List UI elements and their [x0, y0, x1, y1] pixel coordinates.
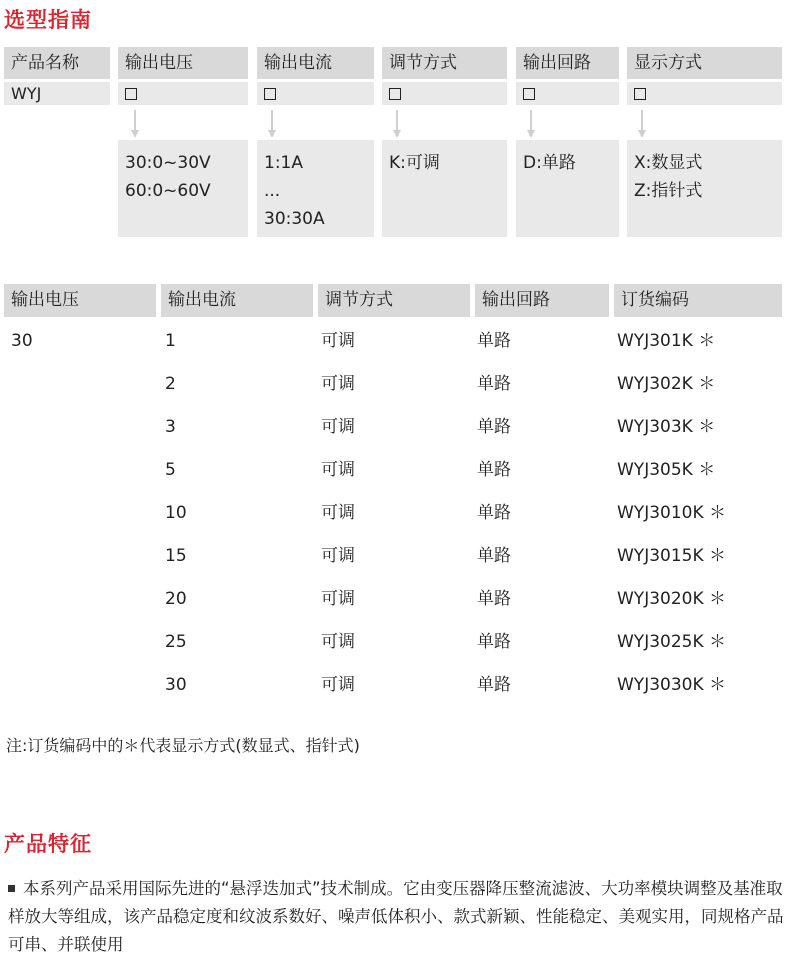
sel-placeholder: [516, 82, 619, 105]
sel-options-display: [627, 140, 782, 237]
cell-current: 20: [165, 589, 187, 609]
checkbox-icon: [523, 88, 535, 100]
cell-adjust: 可调: [321, 460, 355, 480]
sel-col-product-name: [4, 47, 110, 105]
sel-placeholder: [257, 82, 374, 105]
table-row: [0, 587, 786, 630]
cell-current: 3: [165, 417, 176, 437]
cell-circuit: 单路: [477, 589, 511, 609]
sel-header: 调节方式: [382, 47, 507, 79]
sel-header: 显示方式: [627, 47, 782, 79]
cell-circuit: 单路: [477, 503, 511, 523]
checkbox-icon: [634, 88, 646, 100]
cell-order-code: WYJ3025K ＊: [617, 632, 727, 652]
option: 30:30A: [264, 209, 325, 229]
sel-placeholder: [627, 82, 782, 105]
column-header: 调节方式: [318, 284, 470, 317]
option: 1:1A: [264, 153, 303, 173]
sel-options-adjust: [382, 140, 507, 237]
checkbox-icon: [264, 88, 276, 100]
cell-adjust: 可调: [321, 417, 355, 437]
table-row: [0, 415, 786, 458]
sel-header: 输出电压: [118, 47, 248, 79]
cell-order-code: WYJ3010K ＊: [617, 503, 727, 523]
column-header: 输出电流: [161, 284, 313, 317]
sel-options-voltage: [118, 140, 248, 237]
cell-current: 15: [165, 546, 187, 566]
cell-current: 2: [165, 374, 176, 394]
table-row: [0, 329, 786, 372]
cell-order-code: WYJ303K ＊: [617, 417, 716, 437]
feature-text: 本系列产品采用国际先进的“悬浮迭加式”技术制成。它由变压器降压整流滤波、大功率模块调整及基准取样放大等组成，该产品稳定度和纹波系数好、噪声低体积小、款式新颖、性能稳定、美观实用，同规格产品可串、并联使用: [8, 879, 784, 954]
table-row: [0, 544, 786, 587]
cell-order-code: WYJ302K ＊: [617, 374, 716, 394]
arrow-down-icon: [527, 110, 535, 142]
cell-adjust: 可调: [321, 331, 355, 351]
feature-paragraph: [8, 875, 784, 959]
sel-col-adjust: [382, 47, 507, 105]
table-row: [0, 501, 786, 544]
option: 30:0~30V: [125, 153, 211, 173]
cell-current: 1: [165, 331, 176, 351]
sel-placeholder: [118, 82, 248, 105]
cell-adjust: 可调: [321, 546, 355, 566]
table-row: [0, 458, 786, 501]
sel-header: 输出回路: [516, 47, 619, 79]
table-row: [0, 673, 786, 716]
sel-col-current: [257, 47, 374, 105]
option: 60:0~60V: [125, 181, 211, 201]
sel-options-current: [257, 140, 374, 237]
column-header: 输出回路: [475, 284, 609, 317]
table-row: [0, 372, 786, 415]
cell-circuit: 单路: [477, 460, 511, 480]
selection-guide-title: 选型指南: [4, 8, 92, 32]
cell-current: 10: [165, 503, 187, 523]
cell-circuit: 单路: [477, 675, 511, 695]
cell-order-code: WYJ3020K ＊: [617, 589, 727, 609]
sel-col-display: [627, 47, 782, 105]
cell-adjust: 可调: [321, 632, 355, 652]
cell-order-code: WYJ301K ＊: [617, 331, 716, 351]
column-header: 输出电压: [4, 284, 156, 317]
cell-voltage: 30: [11, 331, 33, 351]
cell-adjust: 可调: [321, 503, 355, 523]
order-code-note: 注:订货编码中的＊代表显示方式(数显式、指针式): [6, 736, 360, 755]
option: X:数显式: [634, 153, 703, 173]
cell-adjust: 可调: [321, 589, 355, 609]
sel-placeholder: [382, 82, 507, 105]
option: Z:指针式: [634, 181, 703, 201]
sel-header: 输出电流: [257, 47, 374, 79]
sel-product-code: WYJ: [4, 82, 110, 105]
sel-options-circuit: [516, 140, 619, 237]
cell-order-code: WYJ305K ＊: [617, 460, 716, 480]
checkbox-icon: [125, 88, 137, 100]
cell-adjust: 可调: [321, 374, 355, 394]
cell-circuit: 单路: [477, 632, 511, 652]
arrow-down-icon: [268, 110, 276, 142]
option: K:可调: [389, 153, 440, 173]
cell-current: 5: [165, 460, 176, 480]
arrow-down-icon: [393, 110, 401, 142]
cell-current: 25: [165, 632, 187, 652]
cell-circuit: 单路: [477, 374, 511, 394]
cell-order-code: WYJ3030K ＊: [617, 675, 727, 695]
cell-order-code: WYJ3015K ＊: [617, 546, 727, 566]
cell-circuit: 单路: [477, 546, 511, 566]
features-title: 产品特征: [4, 832, 92, 856]
option: D:单路: [523, 153, 576, 173]
column-header: 订货编码: [614, 284, 782, 317]
sel-header: 产品名称: [4, 47, 110, 79]
cell-adjust: 可调: [321, 675, 355, 695]
sel-col-voltage: [118, 47, 248, 105]
cell-circuit: 单路: [477, 331, 511, 351]
table-row: [0, 630, 786, 673]
sel-col-circuit: [516, 47, 619, 105]
cell-circuit: 单路: [477, 417, 511, 437]
checkbox-icon: [389, 88, 401, 100]
arrow-down-icon: [638, 110, 646, 142]
bullet-icon: [8, 885, 15, 892]
arrow-down-icon: [131, 110, 139, 142]
cell-current: 30: [165, 675, 187, 695]
option: ...: [264, 181, 281, 201]
